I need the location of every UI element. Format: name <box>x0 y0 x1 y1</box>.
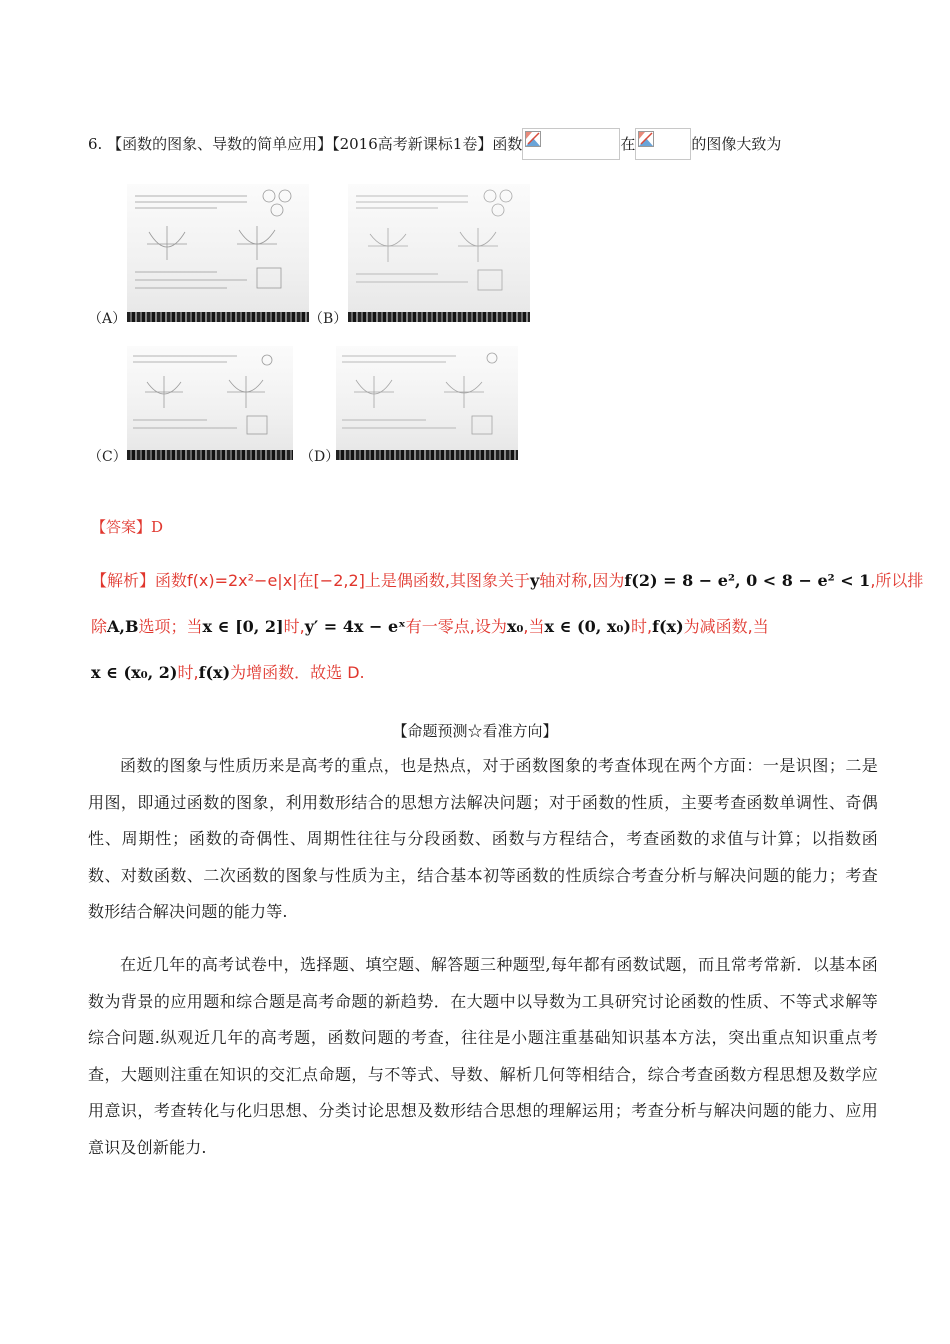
option-a-image-edge <box>127 312 309 322</box>
question-number: 6. <box>88 135 103 153</box>
option-a-label: （A） <box>88 311 127 327</box>
analysis-text: ,当 <box>523 617 545 636</box>
section-title: 【命题预测☆看准方向】 <box>392 722 558 740</box>
broken-formula-image <box>522 128 620 160</box>
analysis-text: 时, <box>631 617 653 636</box>
analysis-line-3 <box>91 660 365 683</box>
question-tags: 【函数的图象、导数的简单应用】【2016高考新课标1卷】 <box>107 135 493 153</box>
analysis-text: 轴对称,因为 <box>539 571 625 590</box>
option-c-image-edge <box>127 450 293 460</box>
analysis-text: 有一零点,设为 <box>405 617 507 636</box>
analysis-text: ,所以排 <box>870 571 924 590</box>
question-text-middle: 在 <box>620 135 636 153</box>
paragraph-1 <box>88 748 878 931</box>
analysis-math: f(x) <box>652 617 684 636</box>
analysis-text: 选项；当 <box>138 617 203 636</box>
analysis-text: 为减函数,当 <box>683 617 769 636</box>
paragraph-2 <box>88 947 878 1166</box>
analysis-text: 为增函数．故选 D. <box>230 663 365 682</box>
analysis-text: 除 <box>91 617 108 636</box>
analysis-text: 时, <box>283 617 305 636</box>
option-b-image-edge <box>348 312 530 322</box>
analysis-math: f(2) = 8 − e², 0 < 8 − e² < 1 <box>624 571 871 590</box>
broken-image-icon <box>525 131 541 147</box>
option-c-image <box>127 346 293 450</box>
option-a-image <box>127 184 309 312</box>
broken-interval-image <box>635 128 691 160</box>
analysis-math: x₀ <box>506 617 524 636</box>
paragraph-text: 函数的图象与性质历来是高考的重点，也是热点，对于函数图象的考查体现在两个方面：一是识图；二是用图，即通过函数的图象，利用数形结合的思想方法解决问题；对于函数的性质，主要考查函数单调性、奇偶性、周期性；函数的奇偶性、周期性往往与分段函数、函数与方程结合，考查函数的求值与计算；以指数函数、对数函数、二次函数的图象与性质为主，结合基本初等函数的性质综合考查分析与解决问题的能力；考查数形结合解决问题的能力等. <box>88 756 878 921</box>
option-c-label: （C） <box>88 449 127 465</box>
analysis-text: 时, <box>177 663 199 682</box>
analysis-text: 【解析】函数f(x)=2x²−e|x|在[−2,2]上是偶函数,其图象关于 <box>91 571 530 590</box>
answer: 【答案】D <box>91 518 164 536</box>
analysis-math: y′ = 4x − eˣ <box>304 617 406 636</box>
question-text-after: 的图像大致为 <box>691 135 782 153</box>
analysis-line-1 <box>91 568 923 591</box>
option-b-image <box>348 184 530 312</box>
question-line <box>88 128 781 160</box>
option-d-image <box>336 346 518 450</box>
analysis-math: x ∈ (0, x₀) <box>544 617 631 636</box>
broken-image-icon <box>638 131 654 147</box>
analysis-math: x ∈ [0, 2] <box>202 617 284 636</box>
analysis-math: x ∈ (x₀, 2) <box>91 663 178 682</box>
paragraph-text: 在近几年的高考试卷中，选择题、填空题、解答题三种题型,每年都有函数试题，而且常考常新．以基本函数为背景的应用题和综合题是高考命题的新趋势．在大题中以导数为工具研究讨论函数的性质、不等式求解等综合问题.纵观近几年的高考题，函数问题的考查，往往是小题注重基础知识基本方法，突出重点知识重点考查，大题则注重在知识的交汇点命题，与不等式、导数、解析几何等相结合，综合考查函数方程思想及数学应用意识，考查转化与化归思想、分类讨论思想及数形结合思想的理解运用；考查分析与解决问题的能力、应用意识及创新能力. <box>88 955 878 1157</box>
option-b-label: （B） <box>309 311 348 327</box>
analysis-math: A,B <box>107 617 139 636</box>
option-d-label: （D） <box>300 449 340 465</box>
option-d-image-edge <box>336 450 518 460</box>
analysis-line-2 <box>91 614 769 637</box>
analysis-math: y <box>529 571 540 590</box>
question-text-before: 函数 <box>492 135 523 153</box>
analysis-math: f(x) <box>198 663 231 682</box>
